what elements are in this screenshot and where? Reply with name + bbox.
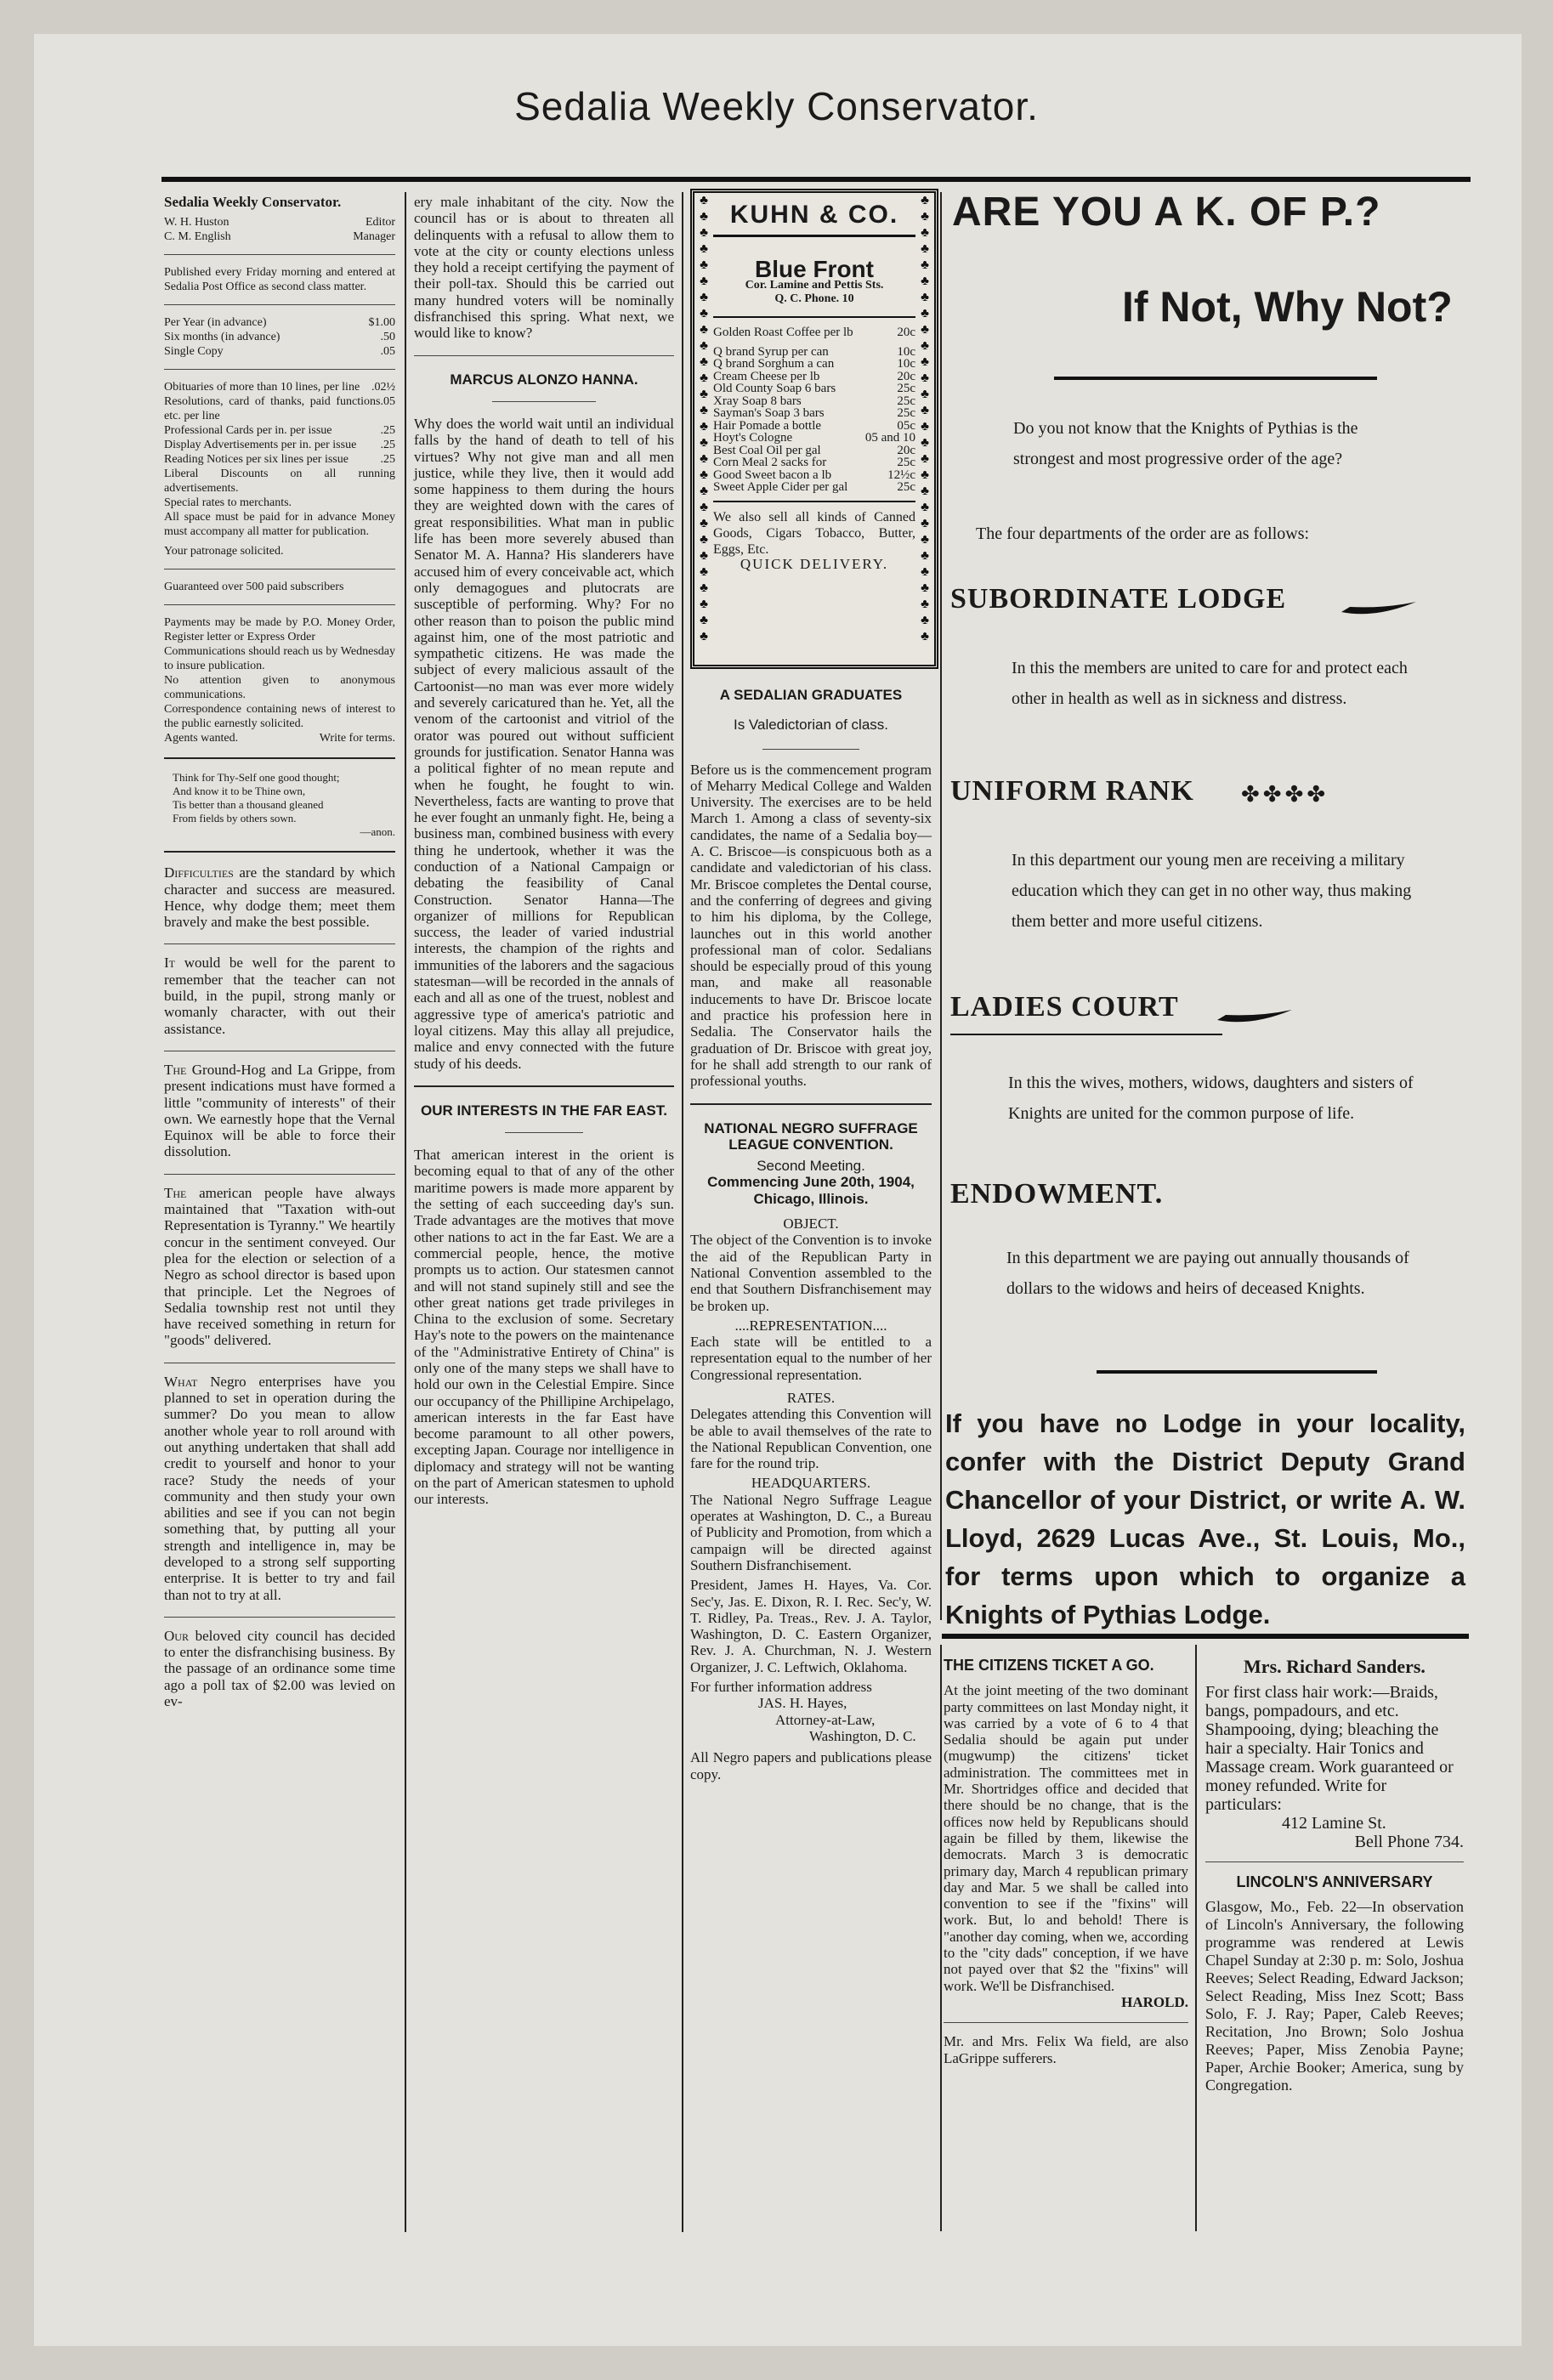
kuhn-advertisement bbox=[690, 189, 938, 669]
kp-rule bbox=[1097, 1370, 1377, 1374]
far-east-article: That american interest in the orient is becoming equal to that of any of the other maritime powers is made more apparent by the setting of each succeeding day's sun. Trade advantages are the motives that move other nations to act in the far East. We are a commercial people, hence, the motive prompts us to action. Our statesmen cannot and will not stand supinely still and see the other great nations get trade privileges in China to the exclusion of some. Secretary Hay's note to the powers on the maintenance of the "Administrative Entirety of China" is only one of the many steps we shall have to hold our own in the Celestial Empire. Since our occupancy of the Phillipine Archipelago, american interests in the far East have become paramount to all other powers, excepting Japan. Courage nor intelligence in diplomacy and strategy will not be wanting on the part of American statesmen to uphold our interests. bbox=[414, 1147, 674, 1508]
representation-heading: ....REPRESENTATION.... bbox=[734, 1317, 887, 1334]
officers-list: President, James H. Hayes, Va. Cor. Sec'y, Jas. E. Dixon, R. I. Rec. Sec'y, W. T. Ridley, Pa. Treas., Rev. J. A. Taylor, Washington, D. C. Eastern Organizer, Rev. J. A. Churchman, N. J. Western Organizer, J. C. Leftwich, Oklahoma. bbox=[690, 1577, 932, 1675]
column-rule bbox=[940, 1645, 942, 2231]
kuhn-phone: Q. C. Phone. 10 bbox=[774, 292, 854, 305]
poem: Think for Thy-Self one good thought; And know it to be Thine own, Tis better than a thousand gleaned From fields by others sown. —anon. bbox=[173, 771, 395, 839]
signature-title: Attorney-at-Law, bbox=[775, 1711, 876, 1728]
paper-title: Sedalia Weekly Conservator. bbox=[164, 194, 342, 210]
kuhn-delivery: QUICK DELIVERY. bbox=[740, 555, 889, 572]
league-headline: NATIONAL NEGRO SUFFRAGE LEAGUE CONVENTION. bbox=[704, 1119, 918, 1153]
sanders-address: 412 Lamine St. bbox=[1282, 1814, 1386, 1833]
advertising-rates: Obituaries of more than 10 lines, per line .02½ Resolutions, card of thanks, paid functions etc. per line .05 Professional Cards per in. per issue .25 Display Advertisements per in. per issue .25 Reading Notices per six lines per issue .25 Liberal Discounts on all running advertisements. Special rates to merchants. All space must be paid for in advance Money must accompany all matter for publication. Your patronage solicited. bbox=[164, 381, 395, 558]
graduate-headline: A SEDALIAN GRADUATES bbox=[719, 687, 903, 703]
papers-note: All Negro papers and publications please copy. bbox=[690, 1749, 932, 1782]
signature-name: JAS. H. Hayes, bbox=[758, 1695, 847, 1712]
sanders-text: For first class hair work:—Braids, bangs, pompadours, and etc. Shampooing, dying; bleaching the hair a specialty. Hair Tonics and Massage cream. Work guaranteed or money refunded. Write for particulars: bbox=[1205, 1683, 1454, 1814]
column-2 bbox=[414, 194, 674, 1522]
editorial-paragraph: What Negro enterprises have you planned to set in operation during the summer? Do you mean to allow another whole year to roll around with out anything undertaken that shall add credit to yourself and honor to your race? Study the needs of your community and then study your own abilities and see if you can not begin something that, by putting all your strength and intelligence in, may be developed to a strong self supporting enterprise. It is better to try and fail than not to try at all. bbox=[164, 1373, 396, 1603]
kp-closing: If you have no Lodge in your locality, confer with the District Deputy Grand Chancellor of your District, or write A. W. Lloyd, 2629 Lucas Ave., St. Louis, Mo., for terms upon which to organize a Knights of Pythias Lodge. bbox=[945, 1408, 1465, 1629]
editorial-paragraph: The american people have always maintained that "Taxation with-out Representation is Tyranny." We heartily concur in the sentiment conveyed. Our plea for the election or selection of a Negro as school director is based upon that principle. Let the Negroes of Sedalia township rest not until they have received something in return for "goods" delivered. bbox=[164, 1184, 396, 1349]
flourish-icon bbox=[1217, 1006, 1294, 1027]
sanders-phone: Bell Phone 734. bbox=[1354, 1833, 1464, 1851]
dept-title-subordinate: SUBORDINATE LODGE bbox=[950, 583, 1287, 615]
citizens-signature: HAROLD. bbox=[1121, 1993, 1188, 2010]
editorial-paragraph: Difficulties are the standard by which character and success are measured. Hence, why dodge them; meet them bravely and make the best possible. bbox=[164, 864, 395, 931]
signature-place: Washington, D. C. bbox=[809, 1727, 916, 1744]
headquarters-text: The National Negro Suffrage League operates at Washington, D. C., a Bureau of Publicity and Promotion, from which a campaign will be directed against Southern Disfranchisement. bbox=[690, 1491, 932, 1573]
kp-four: The four departments of the order are as follows: bbox=[976, 524, 1310, 543]
flourish-icon bbox=[1341, 598, 1418, 619]
clover-border-icon: ♣ ♣ ♣ ♣ ♣ ♣ ♣ ♣ ♣ ♣ ♣ ♣ ♣ ♣ ♣ ♣ ♣ ♣ ♣ ♣ ♣ ♣ ♣ ♣ ♣ ♣ ♣ ♣ bbox=[921, 194, 929, 643]
dept-text-endowment: In this department we are paying out annually thousands of dollars to the widows and heirs of deceased Knights. bbox=[1006, 1249, 1409, 1298]
guarantee-notice: Guaranteed over 500 paid subscribers bbox=[164, 581, 344, 594]
far-east-headline: OUR INTERESTS IN THE FAR EAST. bbox=[421, 1102, 667, 1119]
price-list: Golden Roast Coffee per lb 20c Q brand Syrup per can 10c Q brand Sorghum a can 10c Cream Cheese per lb 20c Old County Soap 6 bars 25c Xray Soap 8 bars 25c Sayman's Soap 3 bars 25c Hair Pomade a bottle 05c Hoyt's Cologne 05 and 10 Best Coal Oil per gal 20c Corn Meal 2 sacks for 25c Good Sweet bacon a lb 12½c Sweet Apple Cider per gal 25c bbox=[713, 326, 915, 494]
masthead-rule bbox=[162, 177, 1471, 182]
publication-notice: Published every Friday morning and entered at Sedalia Post Office as second class matter. bbox=[164, 266, 395, 294]
sanders-name: Mrs. Richard Sanders. bbox=[1244, 1656, 1425, 1677]
dept-title-endowment: ENDOWMENT. bbox=[950, 1178, 1164, 1210]
subscription-rates: Per Year (in advance) $1.00 Six months (in advance) .50 Single Copy .05 bbox=[164, 316, 395, 359]
column-rule bbox=[682, 192, 683, 2232]
citizens-headline: THE CITIZENS TICKET A GO. bbox=[944, 1657, 1154, 1674]
column-1 bbox=[164, 194, 395, 1723]
editorial-paragraph: Our beloved city council has decided to enter the disfranchising business. By the passage of an ordinance some time ago a poll tax of $2.00 was levied on ev- bbox=[164, 1627, 395, 1710]
graduate-article: Before us is the commencement program of Meharry Medical College and Walden University. The exercises are to be held March 1. Among a class of seventy-six candidates, the name of a Sedalia boy—A. C. Briscoe—is conspicuous both as a candidate and valedictorian of his class. Mr. Briscoe completes the Dental course, and the conferring of degrees and giving to him his diploma, by the College, launches out in this world another professional man of color. Sedalians should be especially proud of this young man, and make all reasonable inducements to have Dr. Briscoe locate and practice his profession here in Sedalia. The Conservator hails the graduation of Dr. Briscoe with great joy, for he shall add strength to our rank of professional youths. bbox=[690, 761, 932, 1090]
dept-text-ladies: In this the wives, mothers, widows, daughters and sisters of Knights are united for the common purpose of life. bbox=[1008, 1074, 1414, 1123]
editorial-paragraph: The Ground-Hog and La Grippe, from present indications must have formed a little "community of interests" of their own. We earnestly hope that the Vernal Equinox will be able to force their dissolution. bbox=[164, 1061, 396, 1160]
kp-rule bbox=[1054, 377, 1377, 380]
hanna-article: Why does the world wait until an individual falls by the hand of death to tell of his virtues? Why not give man and all men justice, while they live, then it would add some happiness to them during the hours they are weighted down with the cares of great responsibilities. What man in public life has been more severely abused than Senator M. A. Hanna? His slanderers have accused him of every conceivable act, which only demagogues and plutocrats are susceptible of performing. Why? For no other reason than to poison the public mind against him, one of the most patriotic and sympathetic citizens. He was made the subject of every malicious assault of the Cartoonist—no man was ever more widely and severely caricatured than he. Yet, all the venom of the cartoonist and vitriol of the orator was poured out without sufficient grounds for justification. Senator Hanna was a political fighter of no mean repute and when he fought, he fought to win. Nevertheless, facts are wanting to prove that he ever fought an unmanly fight. He, being a business man, combined business with every thing he undertook, whether it was the conduction of a National Campaign or debating the feasibility of Canal Construction. Senator Hanna—The organizer of millions for Republican success, the leader of varied industrial interests, the champion of the rights and immunities of the laborers and the sagacious statesman—will be recorded in the annals of each and all as one of the truest, noblest and aggressive type of america's patriotic and loyal citizens. May this allay all prejudice, malice and envy connected with the future study of his deeds. bbox=[414, 415, 674, 1072]
graduate-subhead: Is Valedictorian of class. bbox=[733, 717, 889, 734]
kp-headline: ARE YOU A K. OF P.? bbox=[952, 190, 1381, 235]
payment-notices: Payments may be made by P.O. Money Order, Register letter or Express Order Communications should reach us by Wednesday to insure publication. No attention given to anonymous communications. Correspondence containing news of interest to the public earnestly solicited. Agents wanted. Write for terms. bbox=[164, 616, 395, 745]
section-rule bbox=[942, 1634, 1469, 1639]
lincoln-text: Glasgow, Mo., Feb. 22—In observation of Lincoln's Anniversary, the following programme was rendered at Lewis Chapel Sunday at 2:30 p. m: Solo, Joshua Reeves; Select Reading, Edward Jackson; Select Reading, Miss Inez Scott; Bass Solo, F. J. Ray; Paper, Caleb Reeves; Recitation, Jno Brown; Solo Joshua Reeves; Paper, Miss Zenobia Payne; Paper, Archie Booker; America, sung by Congregation. bbox=[1205, 1898, 1464, 2094]
representation-text: Each state will be entitled to a representation equal to the number of her Congressional representation. bbox=[690, 1334, 932, 1383]
column-rule bbox=[405, 192, 406, 2232]
editorial-paragraph: It would be well for the parent to remember that the teacher can not build, in the pupil, strong manly or womanly character, with out their assistance. bbox=[164, 955, 395, 1037]
clover-border-icon: ♣ ♣ ♣ ♣ ♣ ♣ ♣ ♣ ♣ ♣ ♣ ♣ ♣ ♣ ♣ ♣ ♣ ♣ ♣ ♣ ♣ ♣ ♣ ♣ ♣ ♣ ♣ ♣ bbox=[700, 194, 708, 643]
lincoln-headline: LINCOLN'S ANNIVERSARY bbox=[1236, 1873, 1433, 1890]
kuhn-also: We also sell all kinds of Canned Goods, Cigars Tobacco, Butter, Eggs, Etc. bbox=[713, 509, 915, 557]
citizens-text: At the joint meeting of the two dominant party committees on last Monday night, it was carried by a vote of 6 to 4 that Sedalia should be again put under (mugwump) the citizens' ticket administration. The committees met in Mr. Shortridges office and decided that there should be no change, that is the offices now held by Republicans should again be filled by them, likewise the democrats. March 3 is democratic primary day, March 4 republican primary day and Mar. 5 we shall be called into convention to see if the "fixins" will work. But, lo and behold! There is "another day coming, when we, according to the "city dads" conception, if we have not payed over that $2 the "fixins" will work. We'll be Disfranchised. bbox=[944, 1682, 1188, 1994]
object-text: The object of the Convention is to invoke the aid of the Republican Party in National Convention assembled to the end that Southern Disfranchisement may be broken up. bbox=[690, 1232, 932, 1314]
further-info: For further information address bbox=[690, 1679, 872, 1696]
column-rule bbox=[940, 192, 942, 1620]
kuhn-name: KUHN & CO. bbox=[729, 201, 899, 229]
dept-title-ladies: LADIES COURT bbox=[950, 991, 1179, 1023]
rates-text: Delegates attending this Convention will be able to avail themselves of the rate to the National Republican Convention, one fare for the round trip. bbox=[690, 1406, 932, 1472]
league-subhead: Second Meeting. bbox=[757, 1158, 865, 1175]
league-date: Commencing June 20th, 1904, Chicago, Illinois. bbox=[707, 1174, 915, 1207]
kp-subhead: If Not, Why Not? bbox=[1122, 283, 1453, 331]
kp-intro: Do you not know that the Knights of Pythias is the strongest and most progressive order of the age? bbox=[1013, 419, 1358, 468]
hanna-headline: MARCUS ALONZO HANNA. bbox=[450, 371, 638, 388]
dept-text-uniform: In this department our young men are receiving a military education which they can get in no other way, thus making them better and more useful citizens. bbox=[1012, 851, 1412, 931]
rates-heading: RATES. bbox=[786, 1389, 836, 1406]
masthead: Sedalia Weekly Conservator. bbox=[514, 84, 1039, 128]
headquarters-heading: HEADQUARTERS. bbox=[751, 1475, 871, 1492]
wafield-note: Mr. and Mrs. Felix Wa field, are also LaGrippe sufferers. bbox=[944, 2033, 1188, 2066]
object-heading: OBJECT. bbox=[783, 1216, 839, 1232]
citizens-article bbox=[944, 1658, 1188, 2080]
ladies-rule bbox=[950, 1034, 1222, 1035]
dept-title-uniform: UNIFORM RANK bbox=[950, 775, 1194, 807]
staff-list: W. H. Huston Editor C. M. English Manager bbox=[164, 216, 395, 244]
ornament-icon: ✤✤✤✤ bbox=[1241, 782, 1329, 807]
council-continued: ery male inhabitant of the city. Now the council has or is about to threaten all delinquents with a refusal to allow them to vote at the city or county elections unless they hold a receipt certifying the payment of their poll-tax. Should this be carried out many hundred voters will be nominally disfranchised this spring. What next, we would like to know? bbox=[414, 194, 674, 342]
kuhn-address: Cor. Lamine and Pettis Sts. bbox=[745, 279, 884, 292]
column-3 bbox=[690, 680, 932, 1796]
dept-text-subordinate: In this the members are united to care for and protect each other in health as well as in sickness and distress. bbox=[1012, 659, 1408, 708]
blue-front: Blue Front bbox=[755, 256, 874, 282]
column-rule bbox=[1195, 1645, 1197, 2231]
sanders-ad bbox=[1205, 1658, 1464, 2094]
